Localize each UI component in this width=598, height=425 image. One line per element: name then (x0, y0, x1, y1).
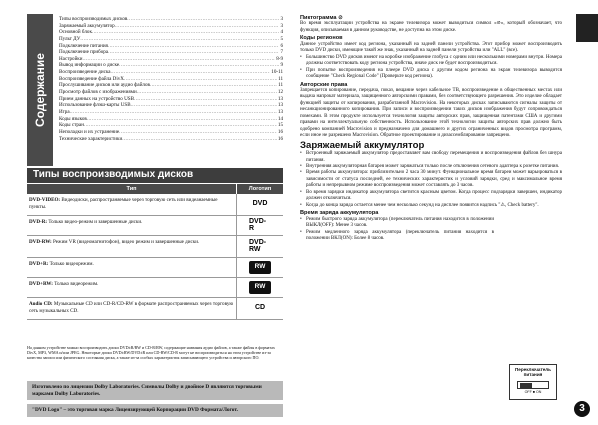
toc-leader (87, 116, 277, 123)
charge-bullet: • Режим быстрого заряда аккумулятора (переключатель питания находится в положении ВЫКЛ(OFF): Менее 3 часов. (300, 217, 494, 230)
toc-page: 16 (277, 135, 283, 142)
toc-row (59, 36, 283, 43)
toc-leader (92, 29, 280, 36)
toc-leader (137, 89, 277, 96)
region-bullet: • При попытке воспроизведения на плеере DVD диска с другим кодом региона на экран телевизора выводится сообщение "Check Regional Code" (Проверьте код региона). (300, 68, 562, 81)
toc-page: 11 (278, 75, 283, 82)
toc-row (59, 49, 283, 56)
toc-row (59, 29, 283, 36)
charge-bullet: • Режим медленного заряда аккумулятора (переключатель питания находится в положении ВКЛ(ON): Более 8 часов. (300, 230, 494, 243)
toc-page: 12 (277, 89, 283, 96)
toc-page: 5 (280, 35, 283, 42)
disc-type-label: DVD-R: (29, 219, 48, 225)
toc-page: 3 (280, 22, 283, 29)
toc-title: Основной блок (59, 29, 92, 36)
toc-row (59, 69, 283, 76)
toc-title: Настройки (59, 55, 83, 62)
toc-page: 3 (280, 16, 283, 22)
toc-title: Игра (59, 108, 70, 115)
toc-page: 14 (277, 115, 283, 122)
disc-row (27, 258, 283, 278)
toc-title: Подключение питания (59, 42, 108, 49)
toc-page: 13 (277, 102, 283, 109)
toc-leader (83, 56, 276, 63)
toc-page: 4 (280, 29, 283, 36)
toc-leader (124, 76, 277, 83)
disc-logo-icon: RW (249, 281, 271, 294)
toc-title: Воспроизведение файла DivX (59, 75, 124, 82)
battery-heading: Заряжаемый аккумулятор (300, 139, 425, 151)
disc-logo-cell (237, 278, 283, 297)
toc-title: Технические характеристики (59, 135, 123, 142)
disc-logo-icon: CD (254, 304, 266, 312)
contents-tab-label: Содержание (33, 53, 47, 127)
toc-row (59, 16, 283, 23)
logo-column-header: Логотип (248, 186, 272, 192)
disc-logo-cell (237, 298, 283, 319)
region-heading: Коды регионов (300, 35, 343, 42)
toc-title: Пульт ДУ (59, 35, 81, 42)
toc-page: 13 (277, 95, 283, 102)
power-switch-title: Переключатель питания (514, 367, 551, 378)
toc-page: 9 (280, 62, 283, 69)
disc-type-text: Только видео-режим и завершенные диски. (47, 219, 143, 225)
disc-logo-cell (237, 258, 283, 277)
toc-row (59, 43, 283, 50)
toc-row (59, 56, 283, 63)
toc-page: 15 (277, 122, 283, 129)
disc-logo-icon: DVD (252, 200, 268, 208)
power-switch-diagram (509, 364, 557, 400)
toc-row (59, 116, 283, 123)
switch-labels: OFF ■ ON (524, 389, 542, 394)
disc-type-label: DVD+R: (29, 261, 49, 267)
toc-row (59, 62, 283, 69)
toc-leader (108, 43, 280, 50)
toc-title: Воспроизведение диска (59, 69, 111, 76)
toc-title: Прием данных на устройство USB (59, 95, 135, 102)
disc-logo-cell (237, 194, 283, 215)
toc-row (59, 96, 283, 103)
disc-notes (27, 345, 283, 362)
table-of-contents (59, 16, 283, 142)
toc-leader (134, 96, 277, 103)
disc-description (27, 236, 237, 257)
toc-leader (119, 62, 279, 69)
toc-row (59, 136, 283, 143)
toc-row (59, 122, 283, 129)
disc-types-table (27, 184, 283, 320)
copyright-heading: Авторские права (300, 81, 348, 88)
disc-types-header (27, 168, 283, 183)
toc-title: Коды языков (59, 115, 87, 122)
toc-page: 6 (280, 42, 283, 49)
disc-type-label: DVD-RW: (29, 239, 52, 245)
disc-description (27, 278, 237, 297)
disc-type-label: Audio CD: (29, 301, 53, 307)
disc-type-text: Режим VR (видеомагнитофон), видео режим и завершенные диски. (51, 239, 200, 245)
disc-row (27, 194, 283, 216)
toc-title: Просмотр файлов с изображениями (59, 89, 137, 96)
language-side-tab (576, 14, 598, 42)
disc-logo-icon: DVD-RW (249, 238, 267, 253)
disc-logo-icon: RW (249, 261, 271, 274)
toc-leader (84, 122, 277, 129)
charge-time-heading: Время заряда аккумулятора (300, 210, 379, 217)
toc-page: 16 (277, 128, 283, 135)
toc-title: Прослушивание дисков или аудио файлов (59, 82, 150, 89)
toc-leader (111, 69, 271, 76)
right-column (300, 14, 562, 242)
disc-type-text: Музыкальные CD или CD-R/CD-RW в формате распространяемых через торговую сеть музыкальных CD. (29, 301, 234, 314)
battery-bullet: • Во время зарядки индикатор аккумулятора светится красным цветом. Когда процесс подзарядки завершен, индикатор должен отключиться. (300, 190, 562, 203)
disc-logo-cell (237, 236, 283, 257)
disc-description (27, 298, 237, 319)
toc-leader (108, 49, 279, 56)
battery-bullet: • Встроенный заряжаемый аккумулятор предоставляет вам свободу перемещения и воспроизведения файлов без шнура питания. (300, 151, 562, 164)
toc-row (59, 23, 283, 30)
disc-logo-icon: DVD-R (249, 217, 267, 232)
toc-title: Коды стран (59, 122, 84, 129)
region-bullet: • Большинство DVD дисков имеют на коробке изображение глобуса с одним или несколькими номерами внутри. Номера должны соответствовать коду региона устройства, иначе диск не будет воспроизводиться. (300, 55, 562, 68)
pictogram-text: Во время эксплуатации устройства на экране телевизора может выводиться символ «⊘», который обозначает, что функция, описываемая в данном руководстве, не доступна на этом диске. (300, 21, 562, 33)
dolby-note: Изготовлено по лицензии Dolby Laboratories. Символы Dolby и двойное D являются торговыми марками Dolby Laboratories. (27, 381, 283, 400)
pictogram-heading: Пиктограмма ⊘ (300, 15, 343, 21)
toc-row (59, 76, 283, 83)
toc-row (59, 89, 283, 96)
toc-leader (80, 36, 279, 43)
battery-bullet: • Время работы аккумулятора: приблизительно 2 часа 30 минут. Функциональное время батареи может варьироваться в зависимости от статуса последней, ее технических характеристик и условий зарядки, сред и максимальное время работы и непрерывном режиме воспроизведения может составлять до 3 часов. (300, 170, 562, 189)
disc-row (27, 278, 283, 298)
toc-row (59, 102, 283, 109)
toc-title: Заряжаемый аккумулятор (59, 22, 115, 29)
disc-description (27, 258, 237, 277)
toc-page: 7 (280, 49, 283, 56)
toc-title: Неполадки и их устранение (59, 128, 120, 135)
contents-side-tab (27, 14, 53, 166)
disc-table-header (27, 184, 283, 194)
toc-row (59, 109, 283, 116)
disc-description (27, 194, 237, 215)
disc-type-label: DVD-VIDEO: (29, 197, 61, 203)
toc-leader (131, 102, 277, 109)
toc-page: 13 (277, 108, 283, 115)
dvd-logo-note: "DVD Logo" – это торговая марка Лицензирующей Корпорации DVD Формата/Логот. (27, 404, 283, 417)
toc-title: Использование флэш-карты USB (59, 102, 131, 109)
toc-title: Вывод информации о диске (59, 62, 120, 69)
copyright-text: Запрещается копирование, передача, показ, вещание через кабельное ТВ, воспроизведение в общественных местах или выдача напрокат материала, защищенного авторскими правами, без соответствующего разрешения. Это изделие обладает функцией защиты от копирования, разработанной Macrovision. На некоторых дисках записываются сигналы защиты от несанкционированного копирования. При записи и воспроизведении таких дисков изображения будут сопровождаться помехами. В этом продукте используется технология защиты авторских прав, защищенная патентами США и другими правами на интеллектуальную собственность. Использование этой технологии защиты авторских прав должно быть одобрено компанией Macrovision и предназначено для домашнего и других ограниченных видов просмотра программ, если иное не разрешено Macrovision. Обратное проектирование и дизассемблирование запрещено. (300, 87, 562, 139)
toc-leader (119, 129, 277, 136)
battery-bullet: • Когда до конца заряда остается менее чем несколько секунд на дисплее появится надпись "⚠, Check battery". (300, 203, 562, 209)
disc-type-text: Только видеорежим. (52, 281, 99, 287)
toc-leader (122, 136, 277, 143)
toc-page: 10-11 (271, 69, 283, 76)
toc-row (59, 129, 283, 136)
disc-type-text: Видеодиски, распространяемые через торговую сеть или видеанаемные пункты. (29, 197, 218, 210)
toc-leader (115, 23, 280, 30)
disc-logo-cell (237, 216, 283, 235)
disc-note-text: На данном устройстве можно воспроизводить диски DVD±R/RW и CD-R/RW, содержащие названия аудио файлов, а также файлы в форматах DivX, MP3, WMA и/или JPEG. Некоторые диски DVD±RW/DVD±R или CD-RW/CD-R могут не воспроизводиться на этом устройстве из-за качества записи или физического состояния диска, а также из-за особых характеристик записывающего устройства и авторского ПО. (27, 345, 275, 360)
page-number: 3 (574, 401, 590, 417)
type-column-header: Тип (27, 184, 237, 194)
toc-title: Подключение прибора (59, 49, 109, 56)
disc-row (27, 236, 283, 258)
disc-row (27, 298, 283, 320)
toc-leader (127, 16, 279, 23)
disc-row (27, 216, 283, 236)
toc-leader (70, 109, 277, 116)
disc-type-label: DVD+RW: (29, 281, 53, 287)
disc-types-title: Типы воспроизводимых дисков (33, 169, 194, 180)
region-text: Данное устройство имеет код региона, указанный на задней панели устройства. Этот прибор может воспроизводить только DVD диски, имеющие такой же знак, указанный на задней панели устройства или "ALL" (все). (300, 41, 562, 54)
disc-description (27, 216, 237, 235)
disc-type-text: Только видеорежим. (48, 261, 94, 267)
toc-page: 11 (278, 82, 283, 89)
toc-title: Типы воспроизводимых дисков (59, 16, 128, 22)
toc-row (59, 82, 283, 89)
toc-leader (150, 82, 277, 89)
battery-bullet: • Внутренняя аккумуляторная батарея может заряжаться только после отключения сетевого адаптера к розетке питания. (300, 164, 562, 170)
switch-icon (517, 381, 549, 389)
toc-page: 8-9 (276, 55, 283, 62)
